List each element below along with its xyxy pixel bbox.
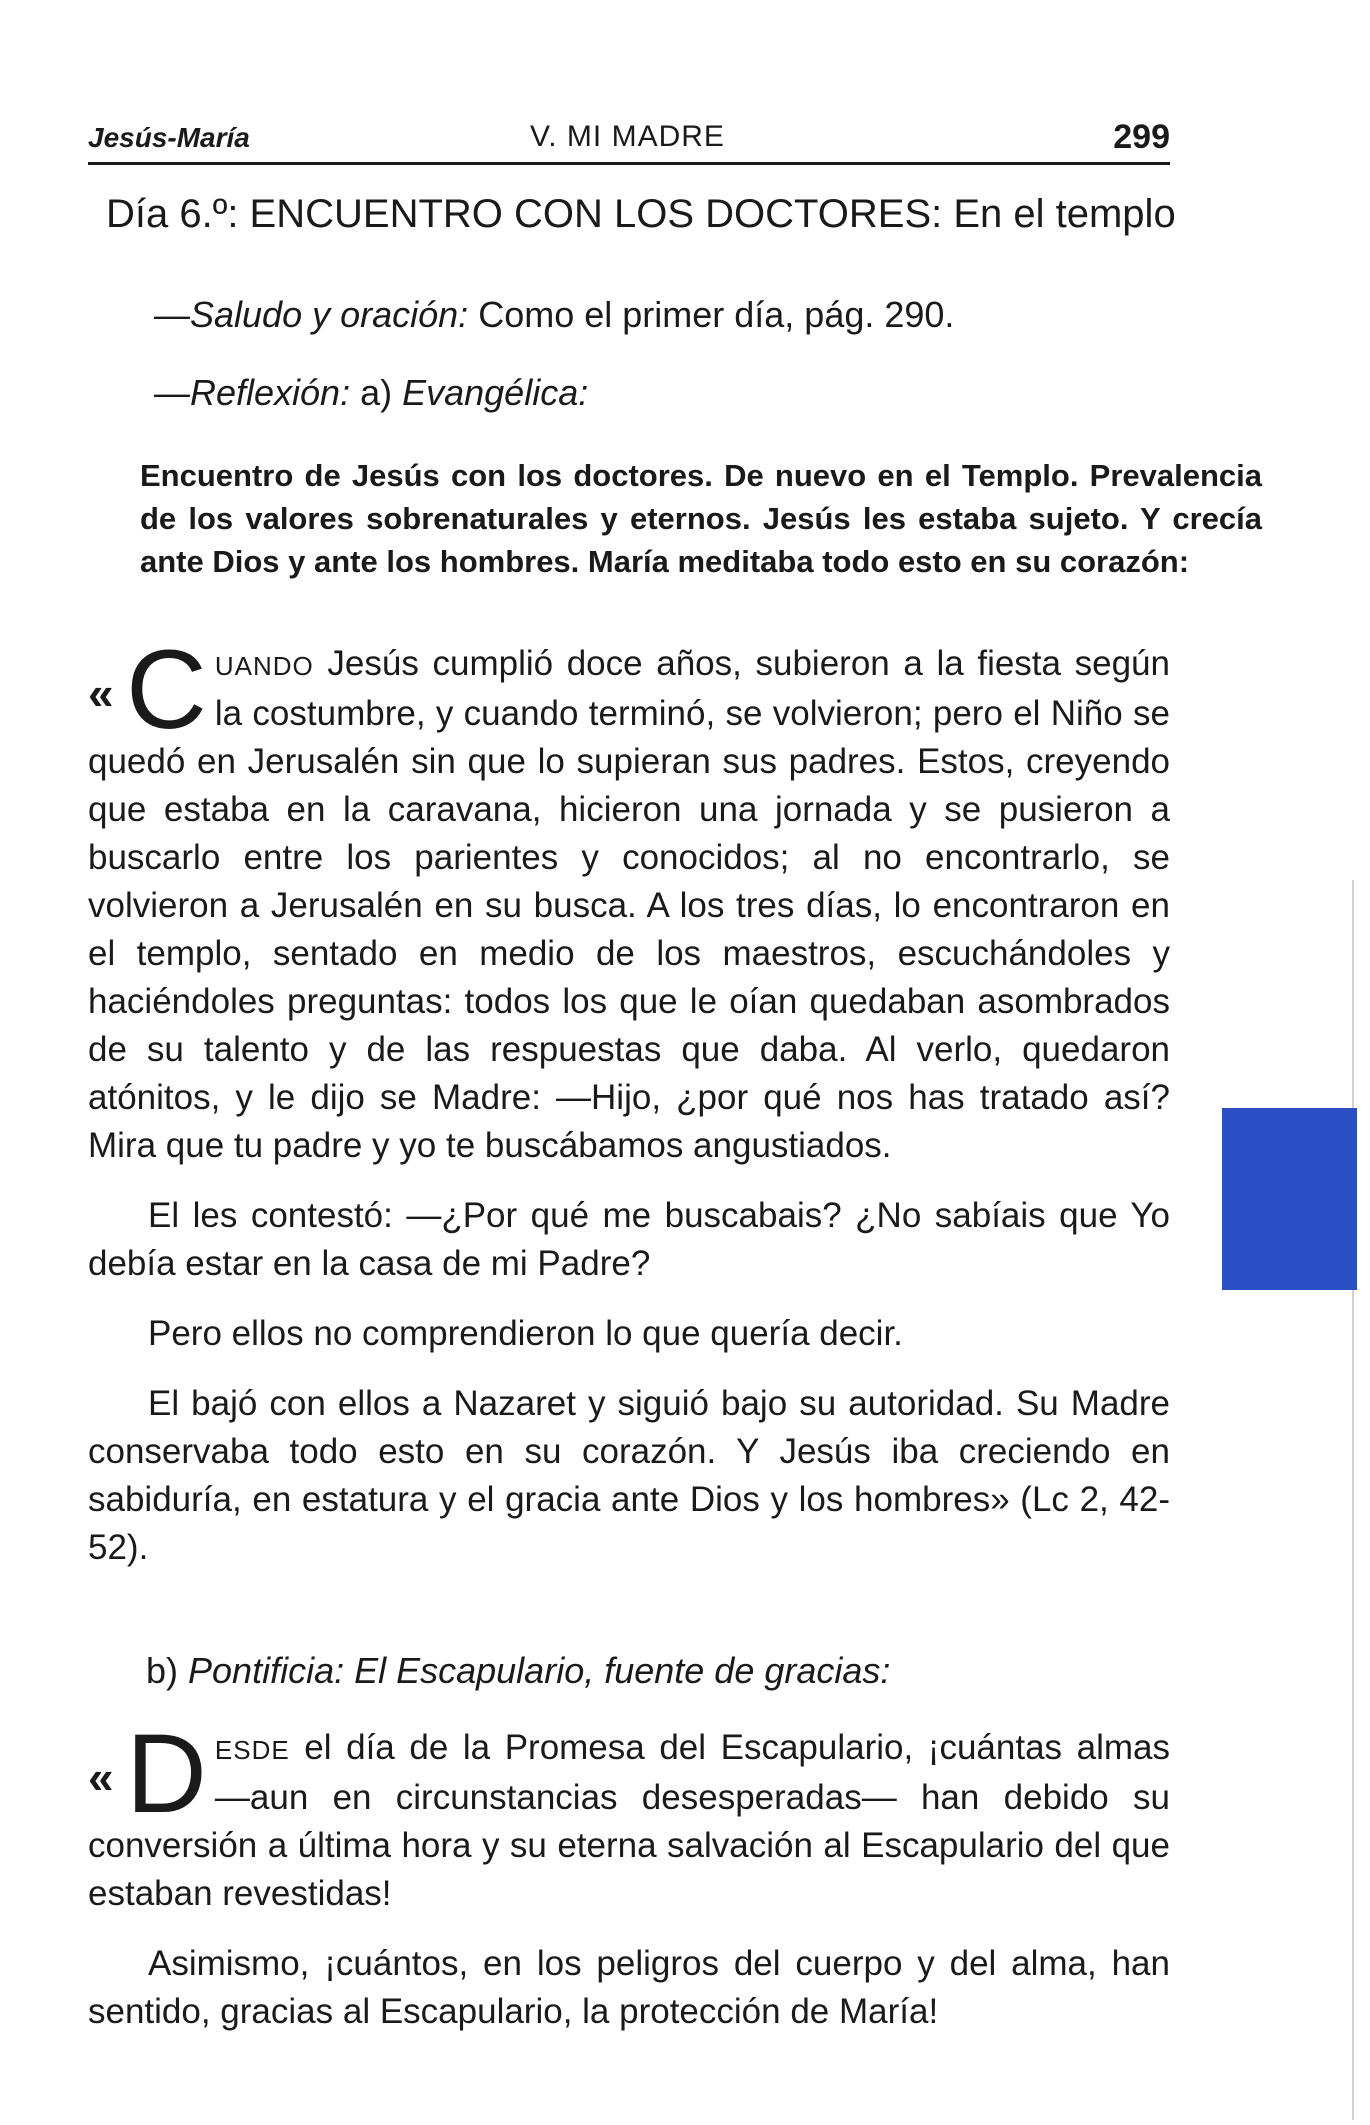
reflexion-line — [154, 372, 588, 414]
summary-paragraph: Encuentro de Jesús con los doctores. De nuevo en el Templo. Prevalencia de los valores sobrenaturales y eternos. Jesús les estaba sujeto. Y crecía ante Dios y ante los hombres. María meditaba todo esto en su corazón: — [140, 458, 1262, 579]
pontificia-part: b) — [146, 1650, 189, 1691]
escapulario-text: el día de la Promesa del Escapulario, ¡cuántas almas —aun en circunstancias desesperadas— han debido su conversión a última hora y su eterna salvación al Escapulario del que estaban revestidas! — [88, 1728, 1170, 1913]
escapulario-paragraph — [88, 1711, 1170, 1918]
gospel-p4: El bajó con ellos a Nazaret y siguió bajo su autoridad. Su Madre conservaba todo esto en su corazón. Y Jesús iba creciendo en sabiduría, en estatura y el gracia ante Dios y los hombres» (Lc 2, 42-52). — [88, 1384, 1170, 1567]
page-edge-line — [1352, 880, 1354, 2120]
drop-cap: C — [126, 627, 207, 752]
reflexion-kind: Evangélica: — [402, 372, 589, 413]
thumb-index-tab — [1222, 1108, 1357, 1290]
reflexion-part: a) — [350, 372, 403, 413]
gospel-block — [88, 627, 1170, 1572]
page-number: 299 — [1113, 118, 1170, 156]
day-title: Día 6.º: ENCUENTRO CON LOS DOCTORES: En el templo — [106, 192, 1176, 236]
header-chapter: V. MI MADRE — [530, 120, 725, 153]
saludo-text: Como el primer día, pág. 290. — [468, 294, 955, 335]
header-left: Jesús-María — [88, 122, 250, 153]
saludo-line — [154, 294, 954, 336]
gospel-text: Jesús cumplió doce años, subieron a la fiesta según la costumbre, y cuando terminó, se volvieron; pero el Niño se quedó en Jerusalén sin que lo supieran sus padres. Estos, creyendo que estaba en la caravana, hicieron una jornada y se pusieron a buscarlo entre los parientes y conocidos; al no encontrarlo, se volvieron a Jerusalén en su busca. A los tres días, lo encontraron en el templo, sentado en medio de los maestros, escuchándoles y haciéndoles preguntas: todos los que le oían quedaban asombrados de su talento y de las respuestas que daba. Al verlo, quedaron atónitos, y le dijo se Madre: —Hijo, ¿por qué nos has tratado así? Mira que tu padre y yo te buscábamos angustiados. — [88, 644, 1170, 1165]
gospel-paragraph — [88, 627, 1170, 1170]
guillemet: « — [88, 1751, 114, 1803]
escapulario-block — [88, 1711, 1170, 2036]
pontificia-title: Pontificia: El Escapulario, fuente de gracias: — [188, 1650, 891, 1691]
guillemet: « — [88, 667, 114, 719]
gospel-p3: Pero ellos no comprendieron lo que quería decir. — [148, 1314, 903, 1353]
escapulario-p2: Asimismo, ¡cuántos, en los peligros del cuerpo y del alma, han sentido, gracias al Escapulario, la protección de María! — [88, 1944, 1170, 2031]
gospel-p2: El les contestó: —¿Por qué me buscabais? ¿No sabíais que Yo debía estar en la casa de mi Padre? — [88, 1196, 1170, 1283]
saludo-label: —Saludo y oración: — [154, 294, 469, 335]
smallcaps-word: ESDE — [214, 1735, 290, 1765]
pontificia-heading — [146, 1650, 890, 1692]
running-header — [88, 118, 1170, 165]
smallcaps-word: UANDO — [214, 651, 314, 681]
drop-cap: D — [126, 1711, 207, 1836]
reflexion-label: —Reflexión: — [154, 372, 351, 413]
